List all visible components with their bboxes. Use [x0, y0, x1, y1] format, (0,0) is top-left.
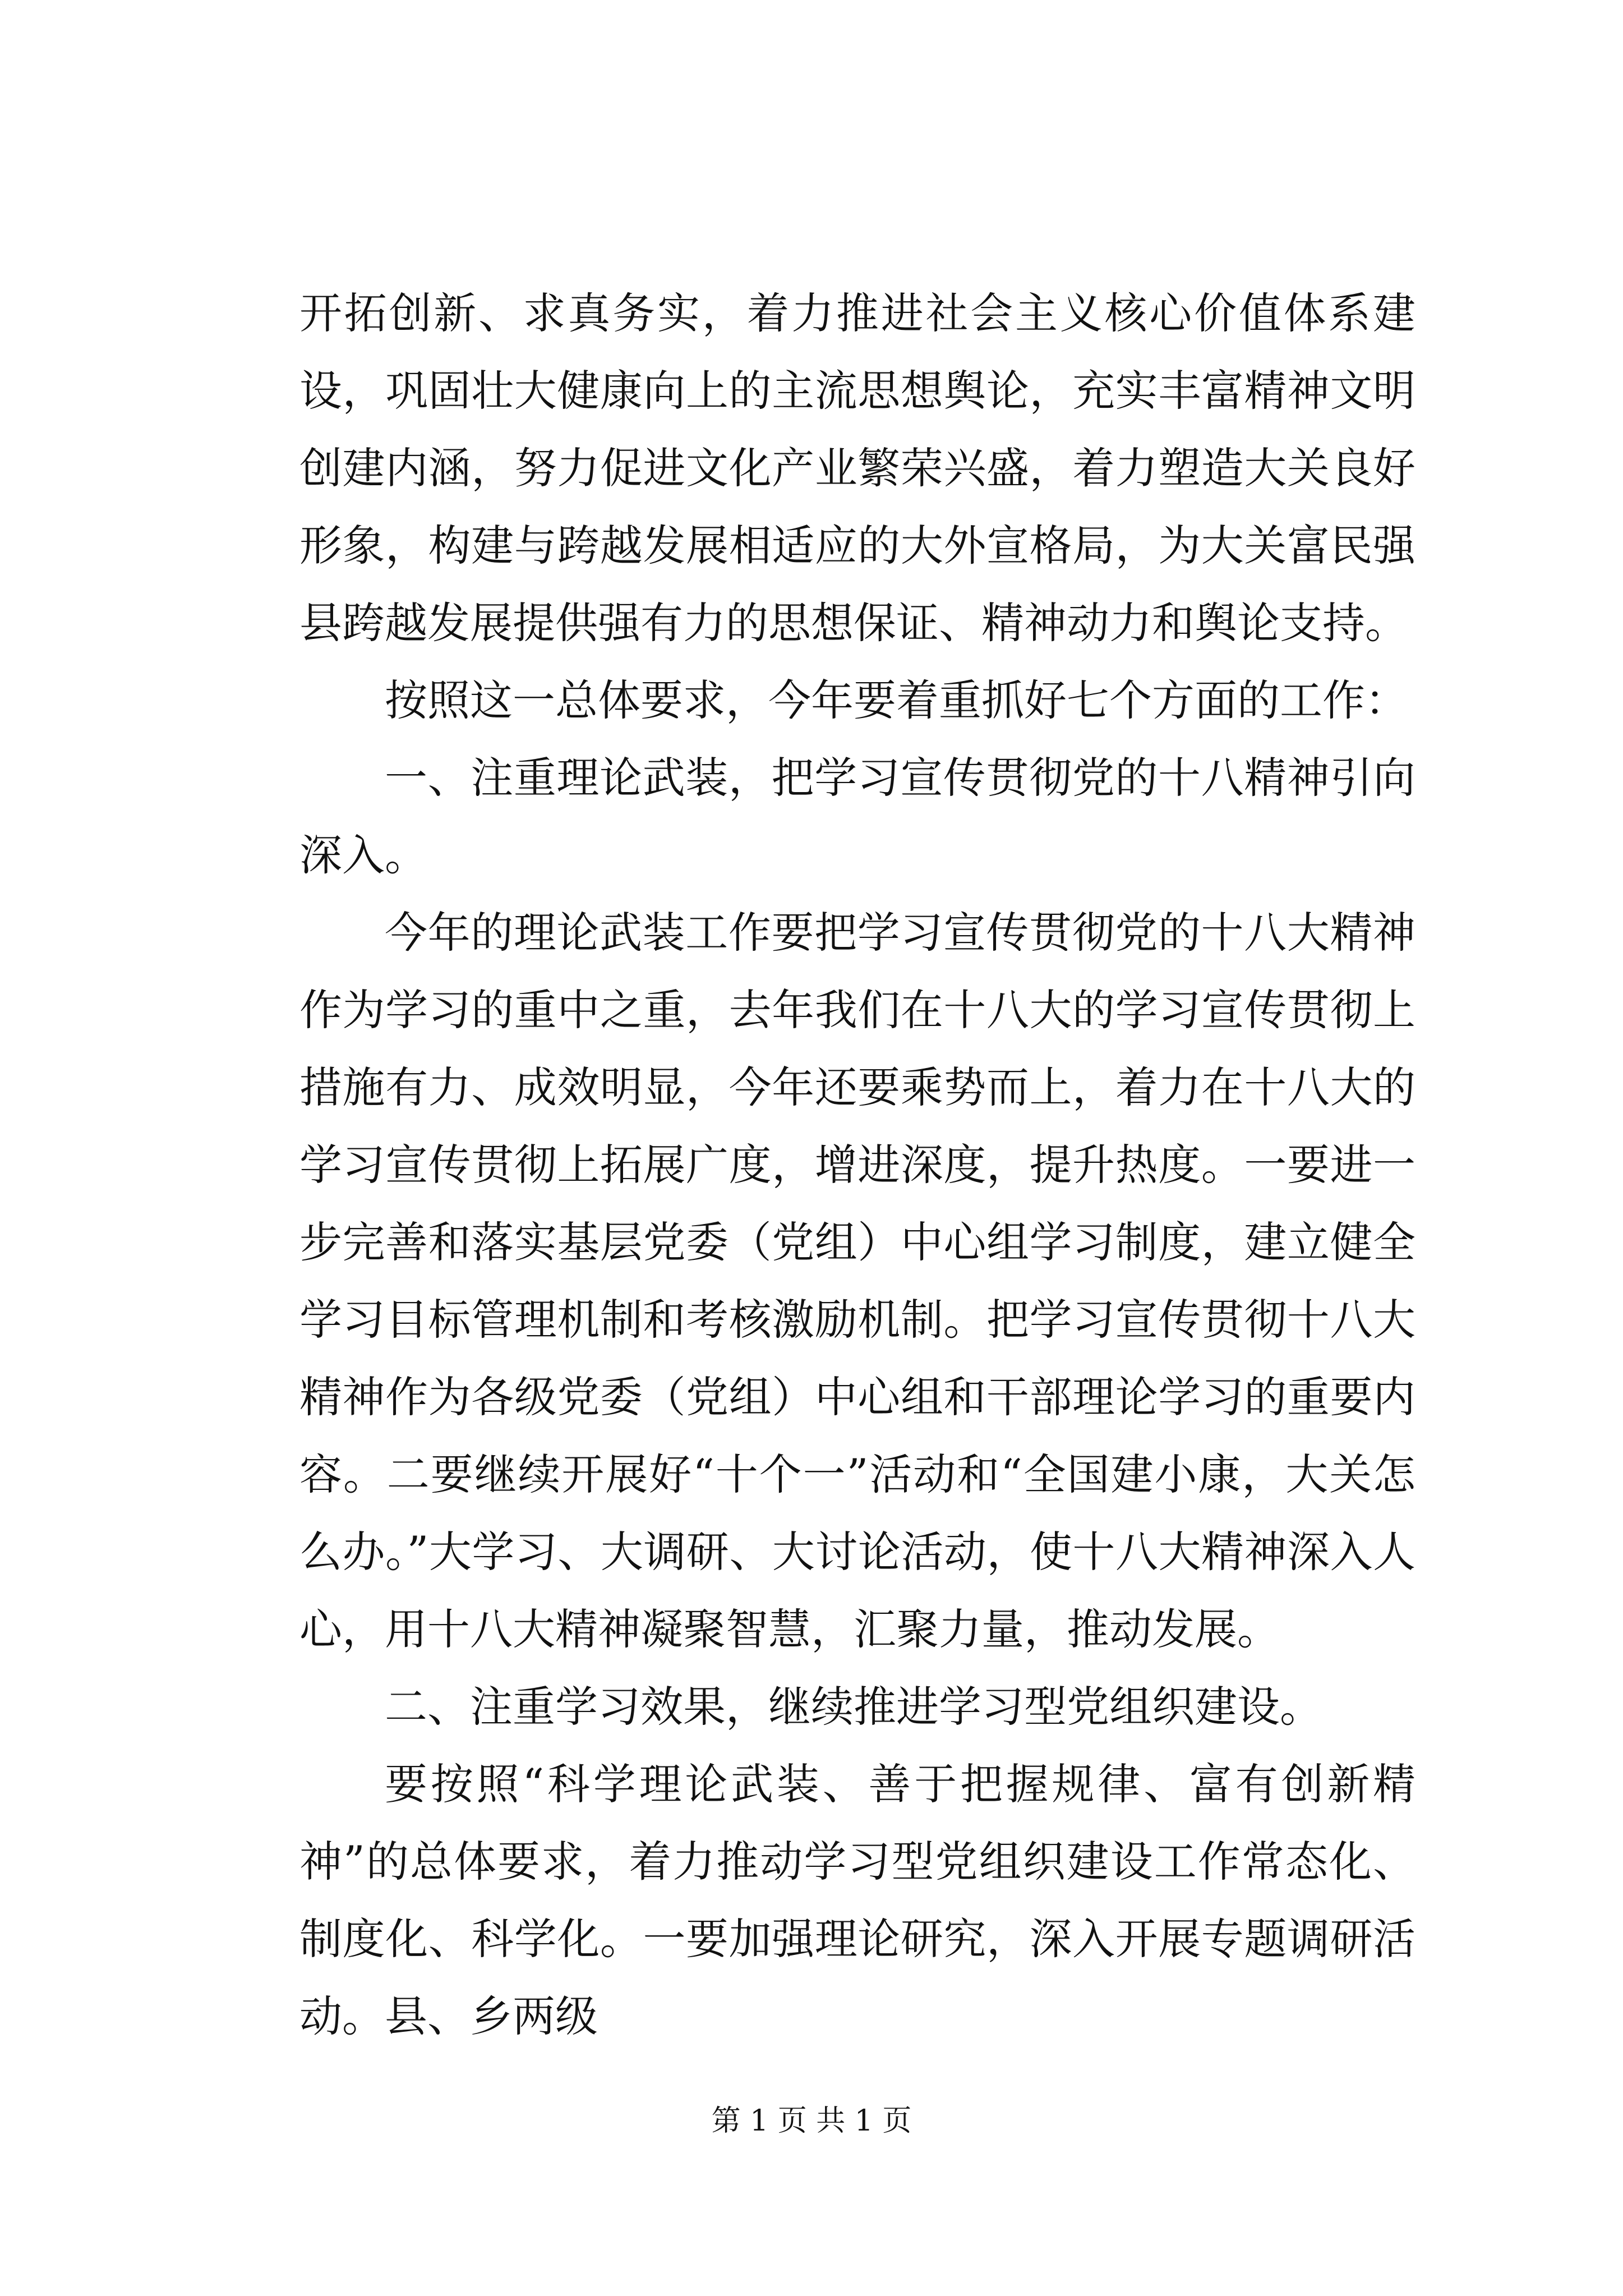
paragraph-overview: 按照这一总体要求，今年要着重抓好七个方面的工作：	[385, 675, 1408, 725]
paragraph-theory: 今年的理论武装工作要把学习宣传贯彻党的十八大精神作为学习的重中之重，去年我们在十八大的学习宣传贯彻上措施有力、成效明显，今年还要乘势而上，着力在十八大的学习宣传贯彻上拓展广度，增进深度，提升热度。一要进一步完善和落实基层党委（党组）中心组学习制度，建立健全学习目标管理机制和考核激励机制。把学习宣传贯彻十八大精神作为各级党委（党组）中心组和干部理论学习的重要内容。二要继续开展好“十个一”活动和“全国建小康，大关怎么办。”大学习、大调研、大讨论活动，使十八大精神深入人心，用十八大精神凝聚智慧，汇聚力量，推动发展。	[299, 908, 1415, 1654]
page-footer: 第 1 页 共 1 页	[711, 2104, 912, 2138]
document-body	[299, 275, 1415, 2055]
paragraph-continuation: 开拓创新、求真务实，着力推进社会主义核心价值体系建设，巩固壮大健康向上的主流思想舆论，充实丰富精神文明创建内涵，努力促进文化产业繁荣兴盛，着力塑造大关良好形象，构建与跨越发展相适应的大外宣格局，为大关富民强县跨越发展提供强有力的思想保证、精神动力和舆论支持。	[299, 288, 1415, 648]
section-heading-2: 二、注重学习效果，继续推进学习型党组织建设。	[385, 1682, 1322, 1732]
paragraph-learning: 要按照“科学理论武装、善于把握规律、富有创新精神”的总体要求，着力推动学习型党组织建设工作常态化、制度化、科学化。一要加强理论研究，深入开展专题调研活动。县、乡两级	[299, 1759, 1415, 2041]
section-heading-1: 一、注重理论武装，把学习宣传贯彻党的十八精神引向深入。	[299, 753, 1415, 880]
